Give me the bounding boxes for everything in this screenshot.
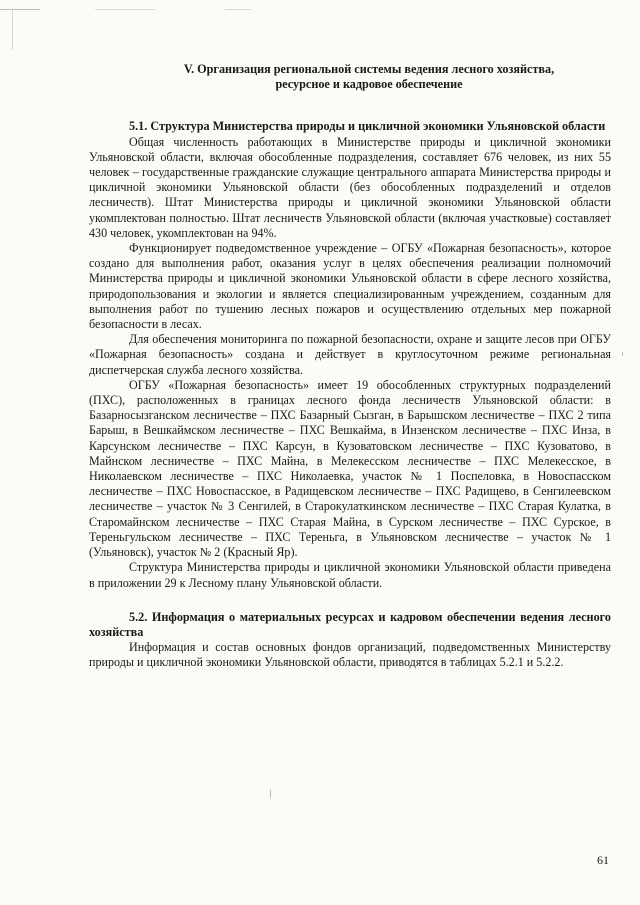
chapter-title-line1: V. Организация региональной системы ведения лесного хозяйства, — [183, 62, 555, 76]
page-number: 61 — [597, 853, 609, 867]
paragraph: Функционирует подведомственное учреждение – ОГБУ «Пожарная безопасность», которое создано для выполнения работ, оказания услуг в целях обеспечения реализации полномочий Министерства природы и цикличной экономики Ульяновской области в сфере лесного хозяйства, природопользования и экологии и является специализированным учреждением, созданным для выполнения работ по тушению лесных пожаров и осуществлению отдельных мер пожарной безопасности в лесах. — [89, 241, 611, 332]
scan-artifact — [95, 9, 155, 10]
section-heading-5-1: 5.1. Структура Министерства природы и цикличной экономики Ульяновской области — [129, 119, 606, 134]
scan-artifact — [225, 9, 251, 10]
section-heading-5-2: 5.2. Информация о материальных ресурсах и кадровом обеспечении ведения лесного хозяйства — [89, 609, 611, 639]
paragraph: Для обеспечения мониторинга по пожарной безопасности, охране и защите лесов при ОГБУ «Пожарная безопасность» создана и действует в круглосуточном режиме региональная диспетчерская служба лесного хозяйства. — [89, 332, 611, 377]
chapter-title — [89, 62, 579, 92]
scan-artifact — [0, 9, 40, 10]
scan-artifact — [12, 10, 13, 50]
chapter-title-line2: ресурсное и кадровое обеспечение — [275, 77, 463, 92]
paragraph: Структура Министерства природы и цикличной экономики Ульяновской области приведена в приложении 29 к Лесному плану Ульяновской области. — [89, 560, 611, 590]
scan-artifact — [622, 352, 623, 356]
paragraph: ОГБУ «Пожарная безопасность» имеет 19 обособленных структурных подразделений (ПХС), расположенных в границах лесного фонда лесничеств Ульяновской области: в Базарносызганском лесничестве – ПХС Базарный Сызган, в Барышском лесничестве – ПХС 2 типа Барыш, в Вешкаймском лесничестве – ПХС Вешкайма, в Инзенском лесничестве – ПХС Инза, в Карсунском лесничестве – ПХС Карсун, в Кузоватовском лесничестве – ПХС Кузоватово, в Майнском лесничестве – ПХС Майна, в Мелекесском лесничестве – ПХС Мелекесское, в Николаевском лесничестве – ПХС Николаевка, участок № 1 Поспеловка, в Новоспасском лесничестве – ПХС Новоспасское, в Радищевском лесничестве – ПХС Радищево, в Сенгилеевском лесничестве – участок № 3 Сенгилей, в Старокулаткинском лесничестве – ПХС Старая Кулатка, в Старомайнском лесничестве – ПХС Старая Майна, в Сурском лесничестве – ПХС Сурское, в Тереньгульском лесничестве – ПХС Тереньга, в Ульяновском лесничестве – участок № 1 (Ульяновск), участок № 2 (Красный Яр). — [89, 377, 611, 560]
scan-artifact — [270, 790, 271, 798]
paragraph: Общая численность работающих в Министерстве природы и цикличной экономики Ульяновской области, включая обособленные подразделения, составляет 676 человек, из них 55 человек – государственные гражданские служащие центрального аппарата Министерства природы и цикличной экономики Ульяновской области (без обособленных подразделений и отделов лесничеств). Штат Министерства природы и цикличной экономики Ульяновской области укомплектован полностью. Штат лесничеств Ульяновской области (включая участковые) составляет 430 человек, укомплектован на 94%. — [89, 134, 611, 240]
paragraph: Информация и состав основных фондов организаций, подведомственных Министерству природы и цикличной экономики Ульяновской области, приводятся в таблицах 5.2.1 и 5.2.2. — [89, 640, 611, 670]
document-body — [89, 62, 611, 671]
